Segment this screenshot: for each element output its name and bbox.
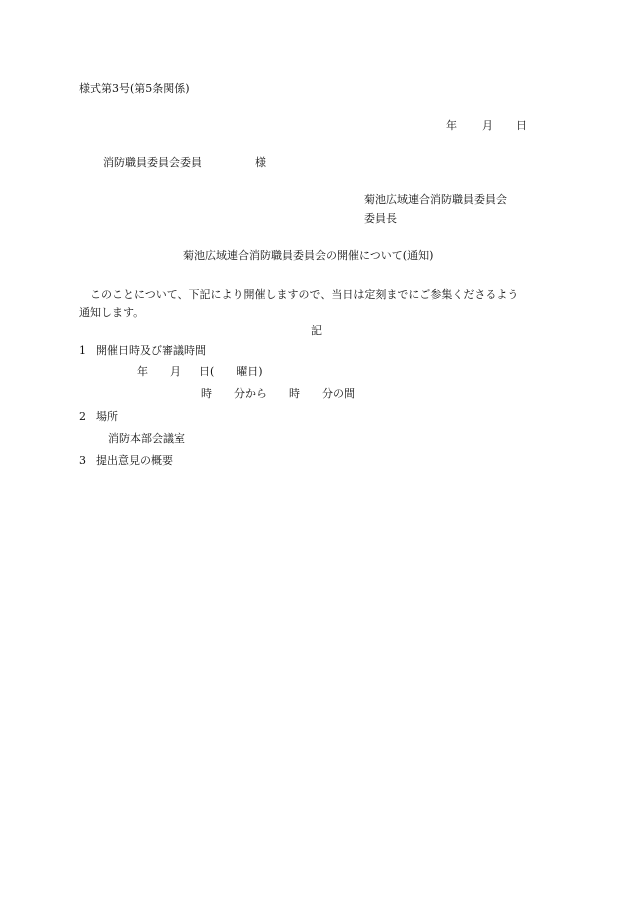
item-1-number: 1 — [79, 344, 86, 357]
item-1-date-line — [137, 366, 263, 377]
item-2-label: 場所 — [96, 410, 118, 423]
body-text-line-1 — [79, 289, 518, 300]
date-year-label: 年 — [446, 119, 457, 132]
item-1-time-min-to: 分の間 — [322, 387, 355, 400]
document-title: 菊池広域連合消防職員委員会の開催について(通知) — [183, 249, 434, 262]
item-1-time-hour-from: 時 — [201, 387, 212, 400]
item-1-date-day: 日( — [199, 365, 215, 378]
item-3-number: 3 — [79, 454, 86, 467]
item-3-heading — [79, 455, 173, 466]
form-number: 様式第3号(第5条関係) — [79, 82, 190, 95]
date-day-label: 日 — [516, 119, 527, 132]
date-month-label: 月 — [482, 119, 493, 132]
body-text-line-1-content: このことについて、下記により開催しますので、当日は定刻までにご参集くださるよう — [90, 288, 519, 301]
item-1-heading — [79, 345, 206, 356]
item-2-heading — [79, 411, 118, 422]
item-3-label: 提出意見の概要 — [96, 454, 173, 467]
sender-title: 委員長 — [364, 212, 397, 225]
item-1-time-min-from: 分から — [234, 387, 267, 400]
body-text-line-2: 通知します。 — [79, 306, 145, 319]
recipient-honorific: 様 — [255, 156, 266, 169]
item-2-number: 2 — [79, 410, 86, 423]
item-1-time-hour-to: 時 — [289, 387, 300, 400]
item-1-date-month: 月 — [170, 365, 181, 378]
item-1-date-year: 年 — [137, 365, 148, 378]
item-1-time-line — [201, 388, 355, 399]
item-1-date-weekday: 曜日) — [236, 365, 263, 378]
ki-heading: 記 — [311, 324, 322, 337]
item-1-label: 開催日時及び審議時間 — [96, 344, 206, 357]
recipient-name: 消防職員委員会委員 — [103, 156, 202, 169]
sender-organization: 菊池広域連合消防職員委員会 — [364, 193, 507, 206]
item-2-place: 消防本部会議室 — [108, 432, 185, 445]
